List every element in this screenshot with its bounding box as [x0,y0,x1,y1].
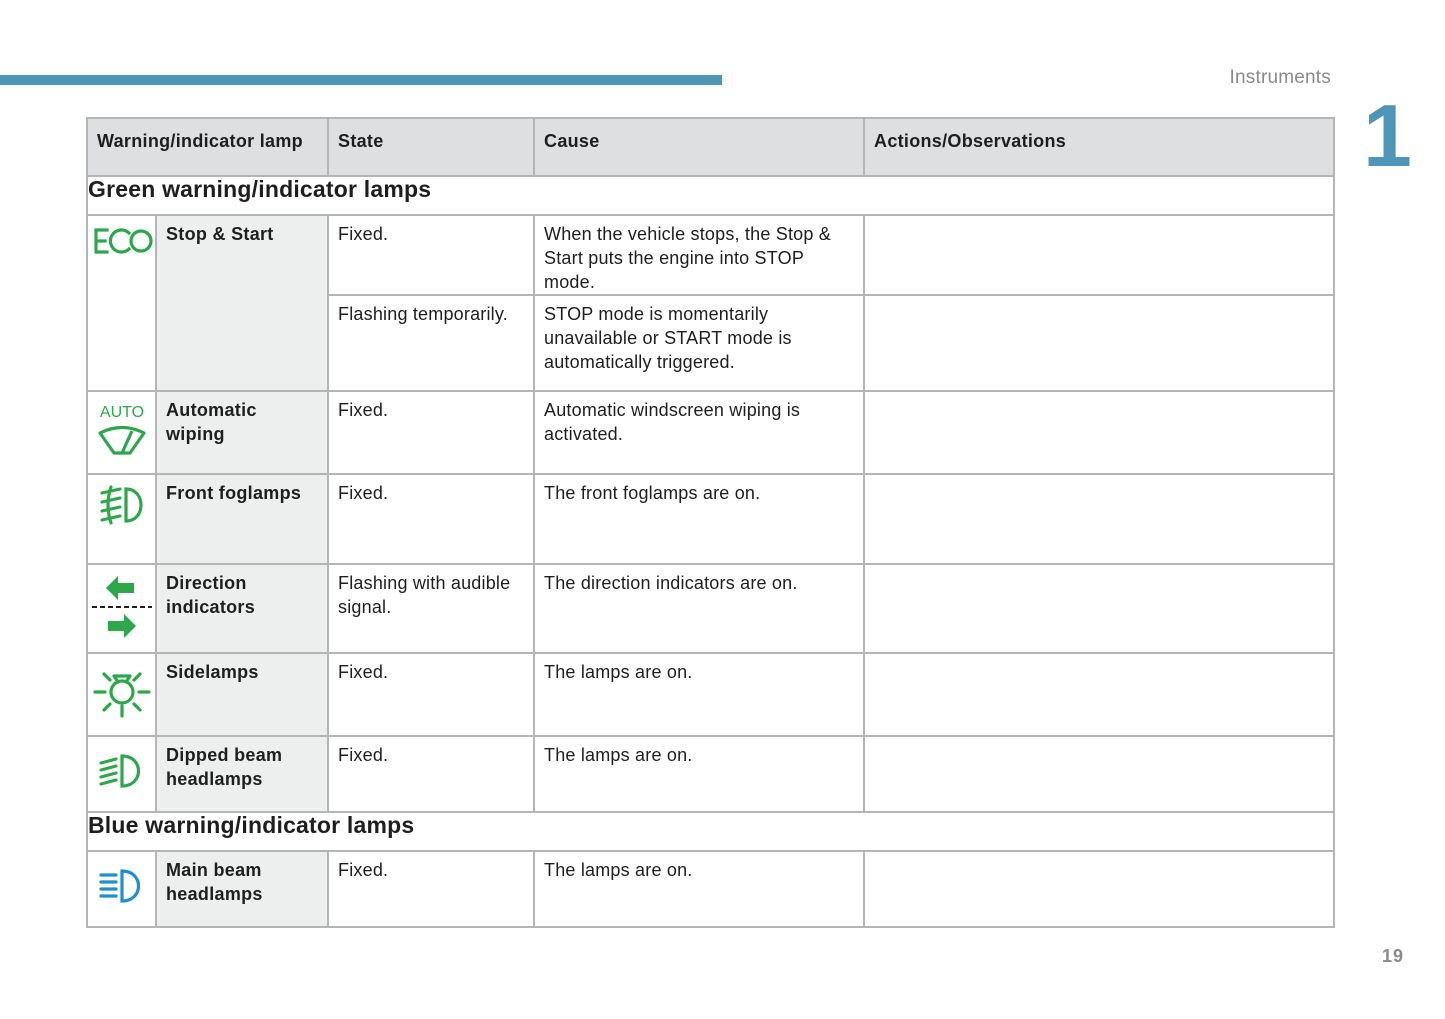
action-cell [864,295,1334,391]
table-row [87,474,1334,564]
state-cell: Fixed. [328,653,534,736]
dipped-beam-icon [96,751,148,791]
page-number: 19 [1382,946,1405,966]
lamp-icon-cell [87,474,156,564]
action-cell [864,391,1334,474]
state-cell: Flashing with audible signal. [328,564,534,653]
table-row [87,564,1334,653]
lamp-name: Main beam headlamps [156,851,328,927]
state-cell: Fixed. [328,736,534,812]
section-title: Instruments [1229,67,1331,88]
chapter-number: 1 [1363,86,1412,185]
cause-cell: The direction indicators are on. [534,564,864,653]
action-cell [864,653,1334,736]
lamp-name: Stop & Start [156,215,328,391]
action-cell [864,474,1334,564]
table-row [87,215,1334,295]
lamp-icon-cell [87,215,156,391]
table-row [87,653,1334,736]
lamp-icon-cell [87,564,156,653]
column-header-state: State [328,118,534,176]
column-header-actions: Actions/Observations [864,118,1334,176]
right-arrow-icon [108,614,136,638]
state-cell: Fixed. [328,851,534,927]
group-row-blue [87,812,1334,851]
cause-cell: Automatic windscreen wiping is activated. [534,391,864,474]
group-title: Green warning/indicator lamps [87,176,1334,215]
sidelamps-icon [92,662,152,720]
indicator-lamps-table [86,117,1335,928]
table-row [87,736,1334,812]
cause-cell: STOP mode is momentarily unavailable or START mode is automatically triggered. [534,295,864,391]
lamp-icon-cell [87,391,156,474]
action-cell [864,564,1334,653]
cause-cell: The front foglamps are on. [534,474,864,564]
cause-cell: The lamps are on. [534,851,864,927]
column-header-cause: Cause [534,118,864,176]
cause-cell: The lamps are on. [534,736,864,812]
lamp-name: Front foglamps [156,474,328,564]
main-beam-icon [96,866,148,906]
action-cell [864,736,1334,812]
table-row [87,391,1334,474]
action-cell [864,851,1334,927]
column-header-lamp: Warning/indicator lamp [87,118,328,176]
lamp-name: Automatic wiping [156,391,328,474]
auto-wiper-icon [92,400,152,462]
table-row [87,851,1334,927]
state-cell: Fixed. [328,391,534,474]
front-foglamp-icon [94,483,150,527]
lamp-name: Direction indicators [156,564,328,653]
direction-indicators-icon [90,573,154,639]
table-header-row [87,118,1334,176]
cause-cell: When the vehicle stops, the Stop & Start puts the engine into STOP mode. [534,215,864,295]
lamp-name: Sidelamps [156,653,328,736]
action-cell [864,215,1334,295]
auto-label: AUTO [99,404,144,421]
group-row-green [87,176,1334,215]
eco-icon [91,224,153,258]
lamp-icon-cell [87,736,156,812]
cause-cell: The lamps are on. [534,653,864,736]
state-cell: Fixed. [328,215,534,295]
header-accent-bar [0,75,722,85]
state-cell: Fixed. [328,474,534,564]
state-cell: Flashing temporarily. [328,295,534,391]
group-title: Blue warning/indicator lamps [87,812,1334,851]
lamp-icon-cell [87,851,156,927]
lamp-icon-cell [87,653,156,736]
lamp-name: Dipped beam headlamps [156,736,328,812]
left-arrow-icon [106,576,134,600]
